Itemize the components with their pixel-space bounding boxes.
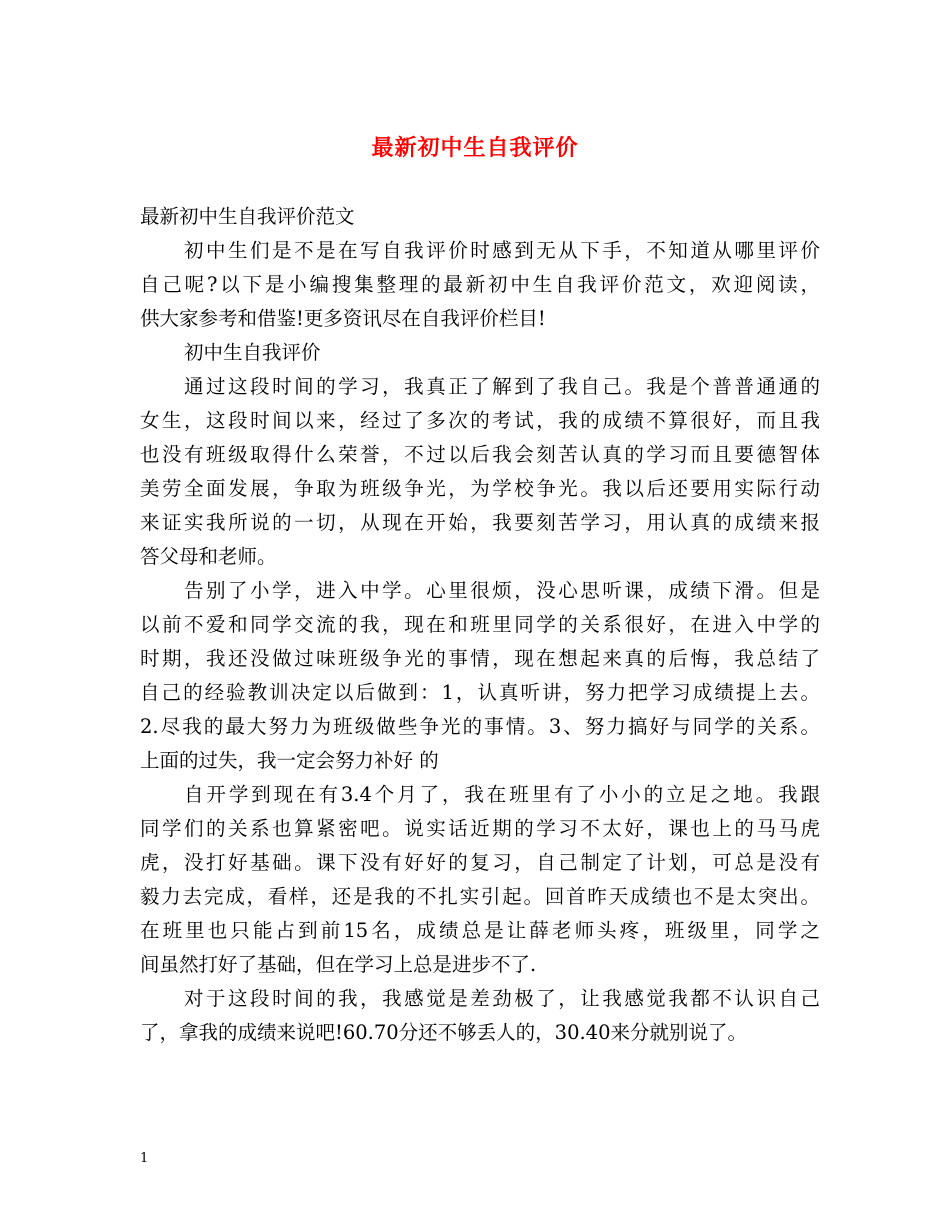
text-line: 了，拿我的成绩来说吧!60.70分还不够丢人的，30.40来分就别说了。 — [140, 1021, 747, 1044]
text-line: 上面的过失，我一定会努力补好 的 — [140, 749, 439, 772]
text-line: 美劳全面发展，争取为班级争光，为学校争光。我以后还要用实际行动 — [140, 477, 820, 500]
text-line: 自己的经验教训决定以后做到：1，认真听讲，努力把学习成绩提上去。 — [140, 681, 820, 704]
text-line: 告别了小学，进入中学。心里很烦，没心思听课，成绩下滑。但是 — [184, 579, 820, 602]
text-line: 初中生们是不是在写自我评价时感到无从下手，不知道从哪里评价 — [184, 239, 820, 262]
text-line: 以前不爱和同学交流的我，现在和班里同学的关系很好，在进入中学的 — [140, 613, 820, 636]
text-line: 2.尽我的最大努力为班级做些争光的事情。3、努力搞好与同学的关系。 — [140, 715, 820, 738]
text-line: 也没有班级取得什么荣誉，不过以后我会刻苦认真的学习而且要德智体 — [140, 443, 820, 466]
document-title: 最新初中生自我评价 — [371, 135, 579, 161]
text-line: 最新初中生自我评价范文 — [140, 205, 355, 228]
text-line: 虎，没打好基础。课下没有好好的复习，自己制定了计划，可总是没有 — [140, 851, 820, 874]
text-line: 女生，这段时间以来，经过了多次的考试，我的成绩不算很好，而且我 — [140, 409, 820, 432]
document-body — [140, 200, 820, 1050]
text-line: 初中生自我评价 — [184, 341, 321, 364]
text-line: 在班里也只能占到前15名，成绩总是让薛老师头疼，班级里，同学之 — [140, 919, 820, 942]
text-line: 同学们的关系也算紧密吧。说实话近期的学习不太好，课也上的马马虎 — [140, 817, 820, 840]
text-line: 来证实我所说的一切，从现在开始，我要刻苦学习，用认真的成绩来报 — [140, 511, 820, 534]
text-line: 供大家参考和借鉴!更多资讯尽在自我评价栏目! — [140, 307, 546, 330]
text-line: 毅力去完成，看样，还是我的不扎实引起。回首昨天成绩也不是太突出。 — [140, 885, 820, 908]
text-line: 通过这段时间的学习，我真正了解到了我自己。我是个普普通通的 — [184, 375, 820, 398]
page-number: 1 — [140, 1151, 149, 1166]
text-line: 对于这段时间的我，我感觉是差劲极了，让我感觉我都不认识自己 — [184, 987, 820, 1010]
text-line: 间虽然打好了基础，但在学习上总是进步不了. — [140, 953, 537, 976]
text-line: 自开学到现在有3.4个月了，我在班里有了小小的立足之地。我跟 — [184, 783, 820, 806]
text-line: 自己呢?以下是小编搜集整理的最新初中生自我评价范文，欢迎阅读， — [140, 273, 820, 296]
text-line: 答父母和老师。 — [140, 545, 277, 568]
text-line: 时期，我还没做过味班级争光的事情，现在想起来真的后悔，我总结了 — [140, 647, 820, 670]
